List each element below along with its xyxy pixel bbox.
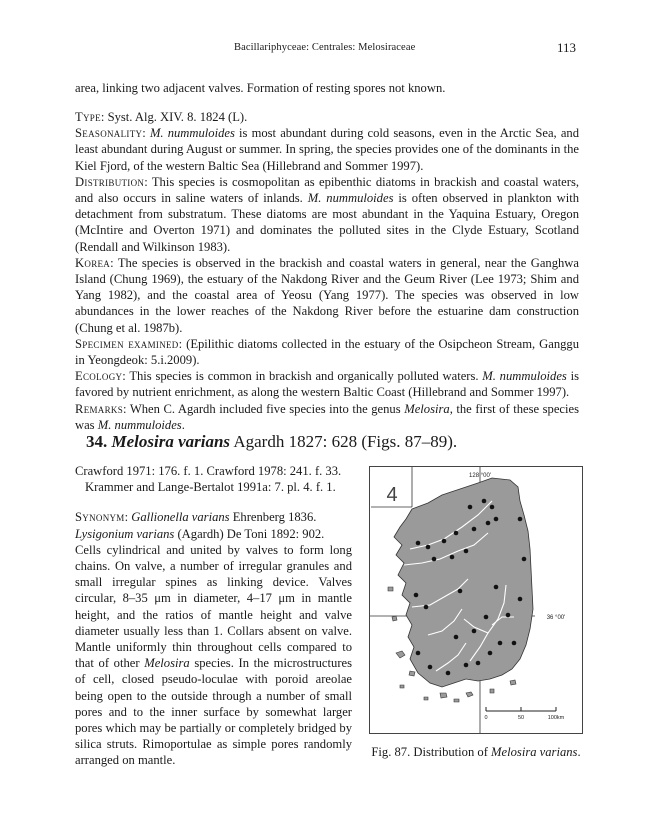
site-dot — [518, 597, 523, 602]
latitude-label: 36 °00' — [546, 615, 566, 621]
entry-paragraph: Korea: The species is observed in the brackish and coastal waters in general, near the Ganghwa Island (Chung 1969), the estuary of the Nakdong River and the Geum River (Lee 1973; Shim and Yang 1982), and the coastal area of Yeosu (Yang 1977). The species was observed in low abundances in the lower reaches of the Nakdong River before the estuarine dam construction (Chung et al. 1987b). — [75, 255, 579, 335]
site-dot — [454, 531, 459, 536]
site-dot — [476, 661, 481, 666]
synonym-authority: (Agardh) De Toni 1892: 902. — [174, 526, 325, 541]
synonym-label: Synonym — [75, 510, 125, 525]
section-authority: Agardh 1827: 628 (Figs. 87–89). — [233, 432, 458, 451]
scale-label: 0 — [484, 715, 488, 721]
site-dot — [494, 585, 499, 590]
site-dot — [468, 505, 473, 510]
continuation-paragraph: area, linking two adjacent valves. Formation of resting spores not known. — [75, 81, 446, 95]
entry-label: Type — [75, 110, 101, 124]
running-head: Bacillariphyceae: Centrales: Melosiraceae — [234, 42, 416, 53]
synonym-name: Gallionella varians — [131, 510, 230, 525]
entry-text: is favored by nutrient enrichment, as along the western Baltic Coast (Hillebrand and Sommer 1997). — [75, 369, 579, 400]
scale-bar — [484, 707, 564, 721]
korea-map — [370, 467, 582, 733]
site-dot — [454, 635, 459, 640]
site-dot — [494, 517, 499, 522]
site-dot — [472, 527, 477, 532]
site-dot — [506, 613, 511, 618]
entry-paragraph: Distribution: This species is cosmopolitan as epibenthic diatoms in brackish and coastal waters, and also occurs in saline waters of inlands. M. nummuloides is often observed in plankton with detachment from substratum. These diatoms are most abundant in the Yaquina Estuary, Oregon (McIntire and Overton 1971) and dominates the polluted sites in the Clyde Estuary, Scotland (Rendall and Wilkinson 1983). — [75, 174, 580, 254]
species-entries — [75, 109, 579, 433]
entry-label: Remarks — [75, 401, 124, 416]
entry-text: (Epilithic diatoms collected in the estuary of the Osipcheon Stream, Ganggu in Yeongdeok: 5.i.2009). — [75, 336, 580, 368]
entry-paragraph: Type: Syst. Alg. XIV. 8. 1824 (L). — [75, 110, 248, 124]
figure-caption — [369, 745, 583, 760]
entry-text: Syst. Alg. XIV. 8. 1824 (L). — [107, 110, 248, 124]
section-number: 34. — [86, 432, 108, 451]
map-corner-mark: 4 — [386, 484, 398, 506]
site-dot — [416, 651, 421, 656]
entry-label: Korea — [75, 255, 111, 270]
site-dot — [446, 671, 451, 676]
korea-landmass — [394, 478, 533, 687]
section-species-name: Melosira varians — [111, 432, 231, 451]
synonym-authority: Ehrenberg 1836. — [229, 510, 317, 525]
description-paragraph — [75, 542, 352, 769]
page-number: 113 — [556, 40, 576, 55]
synonym-name: Lysigonium varians — [75, 526, 175, 541]
entry-paragraph: Remarks: When C. Agardh included five species into the genus Melosira, the first of these species was M. nummuloides. — [75, 401, 580, 432]
left-column — [75, 463, 352, 769]
entry-text: , the first of these species was — [75, 401, 580, 432]
site-dot — [424, 605, 429, 610]
longitude-label: 128 °00' — [469, 473, 491, 479]
entry-text: is most abundant during cold seasons, even in the Arctic Sea, and least abundant during August or summer. In spring, the species provides one of the dominants in the Kiel Fjord, of the western Baltic Sea (Hillebrand and Sommer 1997). — [75, 126, 580, 173]
site-dot — [464, 549, 469, 554]
species-name: M. nummuloides — [482, 369, 567, 384]
site-dot — [450, 555, 455, 560]
caption-suffix: . — [577, 745, 581, 759]
site-dot — [464, 663, 469, 668]
entry-label: Seasonality — [75, 126, 143, 141]
caption-prefix: Fig. 87. Distribution of — [371, 745, 492, 759]
species-name: Melosira — [404, 401, 450, 416]
site-dot — [522, 557, 527, 562]
site-dot — [518, 517, 523, 522]
species-name: M. nummuloides — [97, 417, 182, 432]
entry-paragraph: Seasonality: M. nummuloides is most abundant during cold seasons, even in the Arctic Sea, and least abundant during August or summer. In spring, the species provides one of the dominants in the Kiel Fjord, of the western Baltic Sea (Hillebrand and Sommer 1997). — [75, 126, 580, 173]
synonym-block: Synonym: Gallionella varians Ehrenberg 1836. Lysigonium varians (Agardh) De Toni 1892: 902. — [75, 510, 325, 541]
site-dot — [488, 651, 493, 656]
reference-line: Crawford 1971: 176. f. 1. Crawford 1978: 241. f. 33. — [75, 464, 342, 478]
entry-label: Ecology — [75, 369, 123, 384]
entry-paragraph: Specimen examined: (Epilithic diatoms collected in the estuary of the Osipcheon Stream, Ganggu in Yeongdeok: 5.i.2009). — [75, 336, 580, 368]
site-dot — [490, 505, 495, 510]
site-dot — [486, 521, 491, 526]
species-name: M. nummuloides — [149, 126, 235, 141]
site-dot — [472, 629, 477, 634]
species-name: M. nummuloides — [307, 191, 394, 206]
entry-label: Specimen examined — [75, 336, 179, 351]
entry-text: This species is common in brackish and organically polluted waters. — [129, 369, 483, 384]
site-dot — [498, 641, 503, 646]
entry-text: is often observed in plankton with detachment from substratum. These diatoms are most abundant in the Yaquina Estuary, Oregon (McIntire and Overton 1971) and dominates the polluted sites in the Clyde Estuary, Scotland (Rendall and Wilkinson 1983). — [75, 191, 579, 254]
reference-line: Krammer and Lange-Bertalot 1991a: 7. pl. 4. f. 1. — [85, 480, 336, 495]
site-dot — [484, 615, 489, 620]
caption-species: Melosira varians — [491, 745, 578, 759]
entry-paragraph: Ecology: This species is common in brackish and organically polluted waters. M. nummuloides is favored by nutrient enrichment, as along the western Baltic Coast (Hillebrand and Sommer 1997). — [75, 369, 579, 400]
description-text: species. In the microstructures of cell, closed pseudo-loculae with poroid areolae being open to the outside through a number of small pores and to the inner surface by somewhat larger pores which may be partially or completely bridged by silica struts. Rimoportulae as simple pores randomly arranged on mantle. — [75, 656, 352, 768]
entry-label: Distribution — [75, 174, 145, 189]
distribution-map-figure — [369, 466, 583, 734]
scale-label: 50 — [517, 715, 525, 721]
site-dot — [512, 641, 517, 646]
entry-text: The species is observed in the brackish and coastal waters in general, near the Ganghwa Island (Chung 1969), the estuary of the Nakdong River and the Geum River (Lee 1973; Shim and Yang 1982), and the coastal area of Yeosu (Yang 1977). The species was observed in low abundances in the lower reaches of the Nakdong River before the estuarine dam construction (Chung et al. 1987b). — [75, 255, 579, 335]
description-text: Cells cylindrical and united by valves to form long chains. On valve, a number of irregular granules and small irregular spines as linking device. Valves circular, 8–35 μm in diameter, 4–17 μm in mantle height, and the ratios of mantle height and valve diameter usually less than 1. Collars absent on valve. Mantle uniformly thin throughout cells compared to that of other — [75, 542, 352, 671]
site-dot — [416, 541, 421, 546]
entry-text: When C. Agardh included five species into the genus — [129, 401, 405, 416]
section-heading — [86, 432, 457, 452]
site-dot — [432, 557, 437, 562]
references — [75, 463, 352, 495]
site-dot — [482, 499, 487, 504]
site-dot — [426, 545, 431, 550]
scale-label: 100km — [547, 715, 565, 721]
site-dot — [458, 589, 463, 594]
genus-name: Melosira — [144, 656, 190, 671]
entry-text: . — [181, 417, 185, 432]
entry-text: This species is cosmopolitan as epibenthic diatoms in brackish and coastal waters, and also occurs in saline waters of inlands. — [75, 174, 580, 206]
site-dot — [414, 593, 419, 598]
site-dot — [442, 539, 447, 544]
site-dot — [428, 665, 433, 670]
